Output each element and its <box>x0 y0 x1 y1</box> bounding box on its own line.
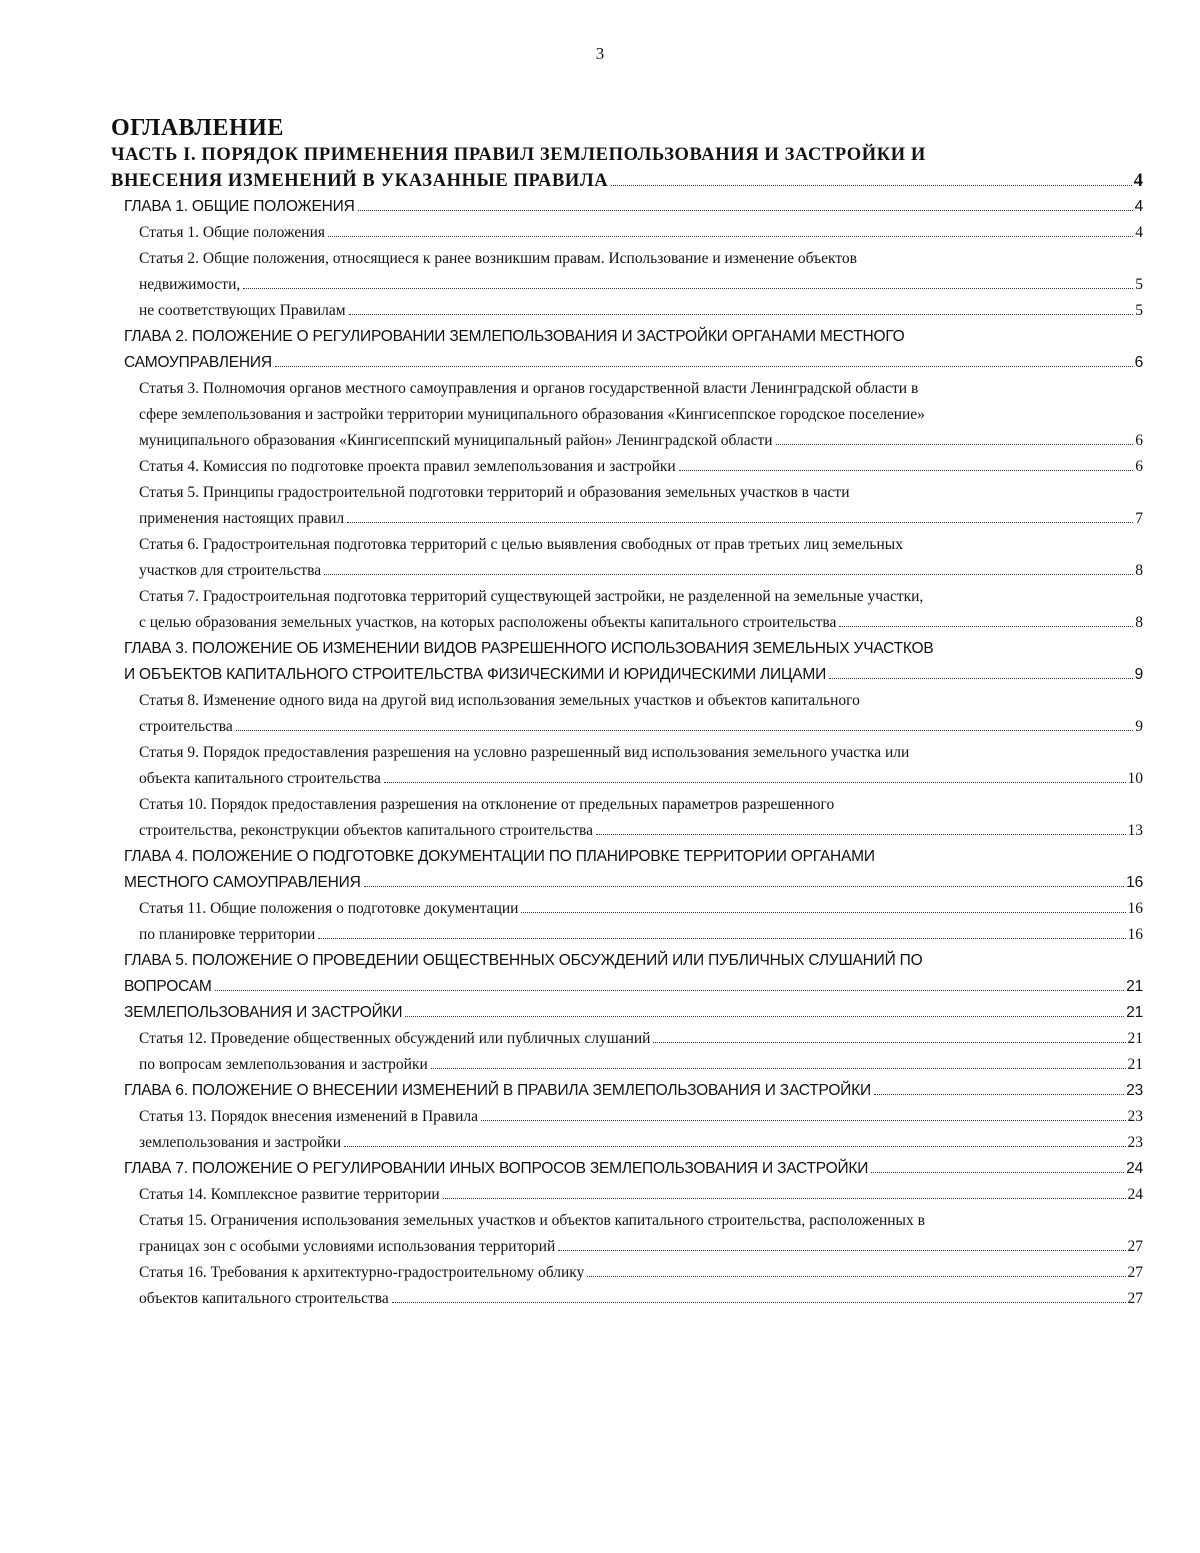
page-ref: 10 <box>1127 770 1143 787</box>
dot-leader <box>344 1146 1125 1147</box>
toc-entry-article[interactable] <box>111 1286 1143 1312</box>
entry-text-line: Статья 5. Принципы градостроительной подготовки территорий и образования земельных участков в части <box>139 484 850 501</box>
entry-title: объекта капитального строительства <box>139 770 381 787</box>
entry-text-line: Статья 10. Порядок предоставления разрешения на отклонение от предельных параметров разрешенного <box>139 796 835 813</box>
page-ref: 23 <box>1127 1134 1143 1151</box>
entry-text-line: Статья 6. Градостроительная подготовка территорий с целью выявления свободных от прав третьих лиц земельных <box>139 536 903 553</box>
page-ref: 9 <box>1135 718 1143 735</box>
toc-entry-article[interactable] <box>111 220 1143 246</box>
toc-entry-article[interactable] <box>111 480 1143 532</box>
dot-leader <box>611 185 1131 186</box>
page-ref: 27 <box>1127 1238 1143 1255</box>
toc-entry-chapter[interactable] <box>111 1000 1143 1026</box>
toc-entries <box>111 194 1143 1312</box>
toc-entry-article[interactable] <box>111 376 1143 454</box>
entry-title: землепользования и застройки <box>139 1134 342 1151</box>
entry-title: строительства <box>139 718 233 735</box>
dot-leader <box>328 236 1133 237</box>
entry-text-line: ГЛАВА 2. ПОЛОЖЕНИЕ О РЕГУЛИРОВАНИИ ЗЕМЛЕПОЛЬЗОВАНИЯ И ЗАСТРОЙКИ ОРГАНАМИ МЕСТНОГО <box>124 328 905 345</box>
page-ref: 24 <box>1127 1186 1143 1203</box>
toc-entry-article[interactable] <box>111 1104 1143 1130</box>
toc-entry-article[interactable] <box>111 740 1143 792</box>
toc-entry-article[interactable] <box>111 922 1143 948</box>
entry-title: объектов капитального строительства <box>139 1290 389 1307</box>
entry-title: участков для строительства <box>139 562 322 579</box>
table-of-contents <box>111 114 1143 1312</box>
entry-title: МЕСТНОГО САМОУПРАВЛЕНИЯ <box>124 874 361 891</box>
dot-leader <box>839 626 1133 627</box>
dot-leader <box>521 912 1125 913</box>
toc-entry-article[interactable] <box>111 1182 1143 1208</box>
page-number: 3 <box>595 44 605 63</box>
page-ref: 4 <box>1133 171 1143 191</box>
toc-entry-chapter[interactable] <box>111 1078 1143 1104</box>
dot-leader <box>349 314 1134 315</box>
dot-leader <box>358 210 1133 211</box>
toc-entry-article[interactable] <box>111 1130 1143 1156</box>
entry-title: ГЛАВА 7. ПОЛОЖЕНИЕ О РЕГУЛИРОВАНИИ ИНЫХ ВОПРОСОВ ЗЕМЛЕПОЛЬЗОВАНИЯ И ЗАСТРОЙКИ <box>124 1160 869 1177</box>
entry-text-line: Статья 7. Градостроительная подготовка территорий существующей застройки, не разделенной на земельные участки, <box>139 588 924 605</box>
dot-leader <box>243 288 1133 289</box>
entry-text-line: ГЛАВА 5. ПОЛОЖЕНИЕ О ПРОВЕДЕНИИ ОБЩЕСТВЕННЫХ ОБСУЖДЕНИЙ ИЛИ ПУБЛИЧНЫХ СЛУШАНИЙ ПО <box>124 952 923 969</box>
dot-leader <box>215 990 1125 991</box>
entry-text-line: ГЛАВА 4. ПОЛОЖЕНИЕ О ПОДГОТОВКЕ ДОКУМЕНТАЦИИ ПО ПЛАНИРОВКЕ ТЕРРИТОРИИ ОРГАНАМИ <box>124 848 875 865</box>
toc-entry-article[interactable] <box>111 454 1143 480</box>
page-ref: 6 <box>1134 354 1143 371</box>
dot-leader <box>679 470 1134 471</box>
entry-title: ЗЕМЛЕПОЛЬЗОВАНИЯ И ЗАСТРОЙКИ <box>124 1004 403 1021</box>
page-ref: 5 <box>1135 276 1143 293</box>
entry-title: Статья 4. Комиссия по подготовке проекта правил землепользования и застройки <box>139 458 676 475</box>
page-ref: 21 <box>1127 1030 1143 1047</box>
dot-leader <box>347 522 1133 523</box>
dot-leader <box>443 1198 1126 1199</box>
toc-heading: ОГЛАВЛЕНИЕ <box>111 115 284 141</box>
part-1-entry[interactable] <box>111 142 1143 194</box>
entry-title: ВОПРОСАМ <box>124 978 212 995</box>
entry-title: не соответствующих Правилам <box>139 302 346 319</box>
toc-entry-article[interactable] <box>111 532 1143 584</box>
dot-leader <box>871 1172 1124 1173</box>
entry-text-line: Статья 3. Полномочия органов местного самоуправления и органов государственной власти Ленинградской области в <box>139 380 919 397</box>
entry-text-line: ГЛАВА 3. ПОЛОЖЕНИЕ ОБ ИЗМЕНЕНИИ ВИДОВ РАЗРЕШЕННОГО ИСПОЛЬЗОВАНИЯ ЗЕМЕЛЬНЫХ УЧАСТКОВ <box>124 640 934 657</box>
entry-title: Статья 12. Проведение общественных обсуждений или публичных слушаний <box>139 1030 651 1047</box>
entry-title: муниципального образования «Кингисеппский муниципальный район» Ленинградской области <box>139 432 773 449</box>
entry-title: строительства, реконструкции объектов капитального строительства <box>139 822 594 839</box>
dot-leader <box>384 782 1126 783</box>
entry-title: границах зон с особыми условиями использования территорий <box>139 1238 556 1255</box>
dot-leader <box>324 574 1133 575</box>
entry-title: с целью образования земельных участков, на которых расположены объекты капитального строительства <box>139 614 837 631</box>
dot-leader <box>587 1276 1125 1277</box>
toc-entry-article[interactable] <box>111 246 1143 298</box>
entry-title: И ОБЪЕКТОВ КАПИТАЛЬНОГО СТРОИТЕЛЬСТВА ФИЗИЧЕСКИМИ И ЮРИДИЧЕСКИМИ ЛИЦАМИ <box>124 666 827 683</box>
page-ref: 21 <box>1126 978 1143 995</box>
entry-title: по планировке территории <box>139 926 316 943</box>
page-ref: 27 <box>1127 1264 1143 1281</box>
entry-title: ГЛАВА 6. ПОЛОЖЕНИЕ О ВНЕСЕНИИ ИЗМЕНЕНИЙ В ПРАВИЛА ЗЕМЛЕПОЛЬЗОВАНИЯ И ЗАСТРОЙКИ <box>124 1082 871 1099</box>
dot-leader <box>653 1042 1125 1043</box>
page-ref: 23 <box>1127 1108 1143 1125</box>
entry-title: Статья 11. Общие положения о подготовке документации <box>139 900 519 917</box>
entry-text-line: Статья 8. Изменение одного вида на другой вид использования земельных участков и объектов капитального <box>139 692 860 709</box>
toc-entry-chapter[interactable] <box>111 324 1143 376</box>
toc-entry-chapter[interactable] <box>111 1156 1143 1182</box>
dot-leader <box>829 678 1133 679</box>
entry-title: недвижимости, <box>139 276 241 293</box>
page-ref: 16 <box>1127 926 1143 943</box>
page-ref: 13 <box>1127 822 1143 839</box>
toc-entry-article[interactable] <box>111 584 1143 636</box>
dot-leader <box>776 444 1134 445</box>
entry-text-line: сфере землепользования и застройки территории муниципального образования «Кингисеппское городское поселение» <box>139 406 925 423</box>
dot-leader <box>405 1016 1124 1017</box>
dot-leader <box>275 366 1133 367</box>
page-ref: 7 <box>1135 510 1143 527</box>
entry-title: Статья 13. Порядок внесения изменений в Правила <box>139 1108 479 1125</box>
page-ref: 4 <box>1134 198 1143 215</box>
page-ref: 6 <box>1135 432 1143 449</box>
entry-text-line: Статья 9. Порядок предоставления разрешения на условно разрешенный вид использования земельного участка или <box>139 744 910 761</box>
page-ref: 24 <box>1126 1160 1143 1177</box>
toc-entry-article[interactable] <box>111 298 1143 324</box>
page-ref: 8 <box>1135 562 1143 579</box>
entry-text-line: Статья 15. Ограничения использования земельных участков и объектов капитального строительства, расположенных в <box>139 1212 925 1229</box>
entry-title: Статья 16. Требования к архитектурно-градостроительному облику <box>139 1264 585 1281</box>
entry-title: САМОУПРАВЛЕНИЯ <box>124 354 272 371</box>
dot-leader <box>481 1120 1125 1121</box>
entry-title: Статья 1. Общие положения <box>139 224 326 241</box>
dot-leader <box>596 834 1125 835</box>
page-ref: 16 <box>1126 874 1143 891</box>
page-ref: 9 <box>1134 666 1143 683</box>
dot-leader <box>431 1068 1126 1069</box>
toc-entry-article[interactable] <box>111 688 1143 740</box>
page-ref: 21 <box>1126 1004 1143 1021</box>
toc-entry-article[interactable] <box>111 1052 1143 1078</box>
entry-text-line: Статья 2. Общие положения, относящиеся к ранее возникшим правам. Использование и изменение объектов <box>139 250 858 267</box>
page-ref: 27 <box>1127 1290 1143 1307</box>
part-1-title-line: ВНЕСЕНИЯ ИЗМЕНЕНИЙ В УКАЗАННЫЕ ПРАВИЛА <box>111 171 609 191</box>
page-ref: 16 <box>1127 900 1143 917</box>
entry-title: Статья 14. Комплексное развитие территории <box>139 1186 440 1203</box>
entry-title: по вопросам землепользования и застройки <box>139 1056 428 1073</box>
dot-leader <box>318 938 1125 939</box>
toc-entry-article[interactable] <box>111 1026 1143 1052</box>
dot-leader <box>874 1094 1124 1095</box>
toc-entry-chapter[interactable] <box>111 948 1143 1000</box>
page-ref: 23 <box>1126 1082 1143 1099</box>
page-ref: 8 <box>1135 614 1143 631</box>
toc-entry-article[interactable] <box>111 792 1143 844</box>
page-ref: 6 <box>1135 458 1143 475</box>
toc-entry-chapter[interactable] <box>111 194 1143 220</box>
dot-leader <box>392 1302 1126 1303</box>
entry-title: ГЛАВА 1. ОБЩИЕ ПОЛОЖЕНИЯ <box>124 198 355 215</box>
toc-entry-article[interactable] <box>111 896 1143 922</box>
page-ref: 4 <box>1135 224 1143 241</box>
toc-entry-article[interactable] <box>111 1260 1143 1286</box>
toc-entry-article[interactable] <box>111 1208 1143 1260</box>
page-ref: 21 <box>1127 1056 1143 1073</box>
part-1-title-line: ЧАСТЬ I. ПОРЯДОК ПРИМЕНЕНИЯ ПРАВИЛ ЗЕМЛЕПОЛЬЗОВАНИЯ И ЗАСТРОЙКИ И <box>111 145 926 165</box>
page-ref: 5 <box>1135 302 1143 319</box>
toc-entry-chapter[interactable] <box>111 844 1143 896</box>
entry-title: применения настоящих правил <box>139 510 345 527</box>
dot-leader <box>558 1250 1125 1251</box>
dot-leader <box>364 886 1125 887</box>
toc-entry-chapter[interactable] <box>111 636 1143 688</box>
dot-leader <box>236 730 1134 731</box>
